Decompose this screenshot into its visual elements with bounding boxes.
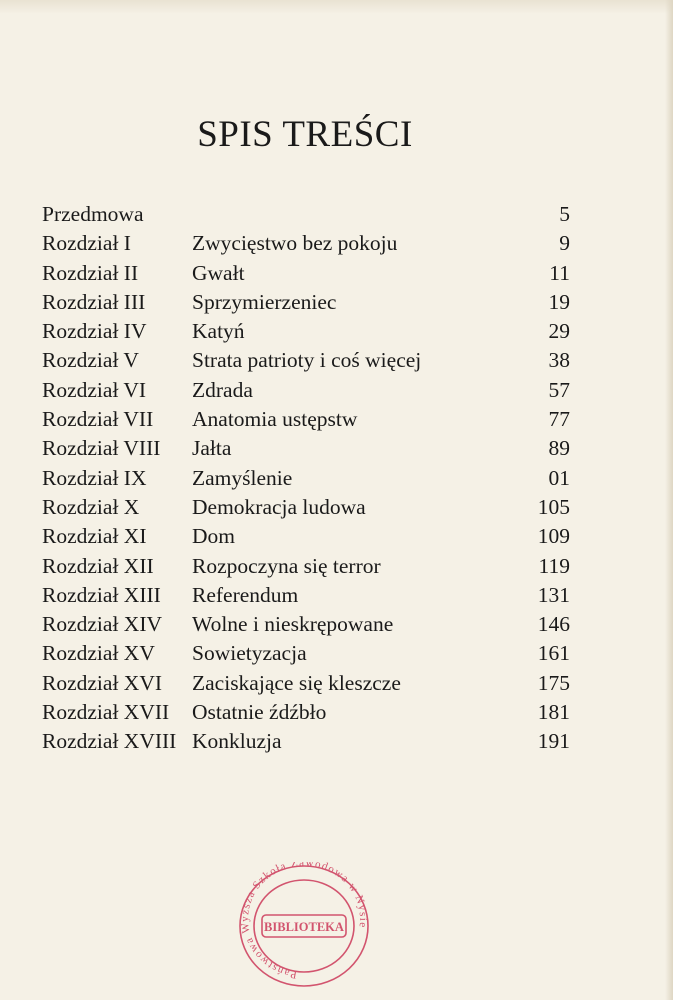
toc-entry-page-number: 131	[537, 582, 570, 607]
toc-entry	[42, 698, 572, 727]
toc-entry-label: Rozdział XIII	[42, 582, 161, 607]
toc-entry-title: Jałta	[192, 436, 232, 461]
library-stamp	[234, 862, 374, 992]
toc-entry-page-number: 38	[548, 348, 570, 373]
page-edge-shadow-top	[0, 0, 673, 14]
toc-entry-title: Referendum	[192, 582, 299, 607]
toc-entry-page-number: 01	[548, 465, 570, 490]
toc-entry-page-number: 146	[537, 612, 570, 637]
toc-entry-title: Zamyślenie	[192, 465, 293, 490]
toc-entry	[42, 317, 572, 346]
toc-entry-title: Demokracja ludowa	[192, 494, 366, 519]
toc-entry-title: Sowietyzacja	[192, 641, 307, 666]
toc-entry-page-number: 5	[559, 202, 570, 226]
toc-entry-page-number: 57	[548, 377, 570, 402]
toc-entry	[42, 259, 572, 288]
toc-entry-title: Gwałt	[192, 260, 245, 285]
toc-entry-title: Wolne i nieskrępowane	[192, 612, 394, 637]
toc-entry-page-number: 19	[548, 289, 570, 314]
toc-entry-title: Konkluzja	[192, 729, 282, 754]
table-of-contents	[42, 200, 572, 757]
toc-entry-label: Rozdział VII	[42, 407, 154, 432]
toc-entry-label: Rozdział II	[42, 260, 139, 285]
toc-entry	[42, 727, 572, 756]
toc-entry-page-number: 161	[537, 641, 570, 666]
toc-entry-label: Rozdział XVII	[42, 700, 170, 725]
toc-entry-page-number: 181	[537, 700, 570, 725]
toc-entry-label: Rozdział XVI	[42, 670, 163, 695]
toc-entry	[42, 610, 572, 639]
toc-entry-label: Rozdział XII	[42, 553, 154, 578]
toc-entry	[42, 434, 572, 463]
toc-entry-label: Rozdział IV	[42, 319, 147, 344]
toc-entry-page-number: 191	[537, 729, 570, 754]
toc-entry-page-number: 9	[559, 231, 570, 256]
toc-entry-label: Rozdział XVIII	[42, 729, 177, 754]
toc-entry-label: Rozdział III	[42, 289, 146, 314]
toc-entry-title: Zdrada	[192, 377, 253, 402]
toc-entry-label: Rozdział IX	[42, 465, 147, 490]
toc-entry-page-number: 11	[549, 260, 570, 285]
toc-entry-title: Rozpoczyna się terror	[192, 553, 381, 578]
toc-entry	[42, 552, 572, 581]
toc-entry-page-number: 77	[548, 407, 570, 432]
toc-entry-label: Rozdział XV	[42, 641, 155, 666]
toc-entry-label: Rozdział VI	[42, 377, 147, 402]
toc-entry	[42, 639, 572, 668]
toc-entry-title: Strata patrioty i coś więcej	[192, 348, 422, 373]
toc-entry	[42, 464, 572, 493]
stamp-center-text: BIBLIOTEKA	[264, 920, 344, 934]
toc-entry	[42, 200, 572, 229]
toc-entry-title: Zaciskające się kleszcze	[192, 670, 401, 695]
toc-entry-title: Anatomia ustępstw	[192, 407, 358, 432]
toc-entry	[42, 405, 572, 434]
toc-entry	[42, 669, 572, 698]
toc-entry-page-number: 119	[538, 553, 570, 578]
toc-entry-page-number: 109	[537, 524, 570, 549]
toc-entry-page-number: 105	[537, 494, 570, 519]
toc-entry-title: Sprzymierzeniec	[192, 289, 337, 314]
stamp-ring-text: Państwowa Wyższa Szkoła Zawodowa w Nysie	[238, 862, 370, 981]
toc-entry	[42, 229, 572, 258]
toc-entry-label: Przedmowa	[42, 202, 144, 226]
toc-entry-page-number: 29	[548, 319, 570, 344]
toc-entry-label: Rozdział X	[42, 494, 140, 519]
toc-entry-label: Rozdział V	[42, 348, 139, 373]
toc-entry-title: Dom	[192, 524, 235, 549]
page-edge-shadow-right	[665, 0, 673, 1000]
toc-entry-label: Rozdział XIV	[42, 612, 163, 637]
toc-entry-label: Rozdział I	[42, 231, 131, 256]
toc-entry	[42, 522, 572, 551]
toc-entry-label: Rozdział VIII	[42, 436, 161, 461]
toc-entry	[42, 346, 572, 375]
toc-entry	[42, 288, 572, 317]
toc-entry-page-number: 89	[548, 436, 570, 461]
toc-entry-title: Katyń	[192, 319, 245, 344]
toc-entry	[42, 493, 572, 522]
toc-entry-title: Ostatnie źdźbło	[192, 700, 327, 725]
toc-entry-label: Rozdział XI	[42, 524, 147, 549]
toc-entry-page-number: 175	[537, 670, 570, 695]
page-title: SPIS TREŚCI	[197, 113, 413, 155]
toc-entry	[42, 376, 572, 405]
toc-entry-title: Zwycięstwo bez pokoju	[192, 231, 398, 256]
toc-entry	[42, 581, 572, 610]
